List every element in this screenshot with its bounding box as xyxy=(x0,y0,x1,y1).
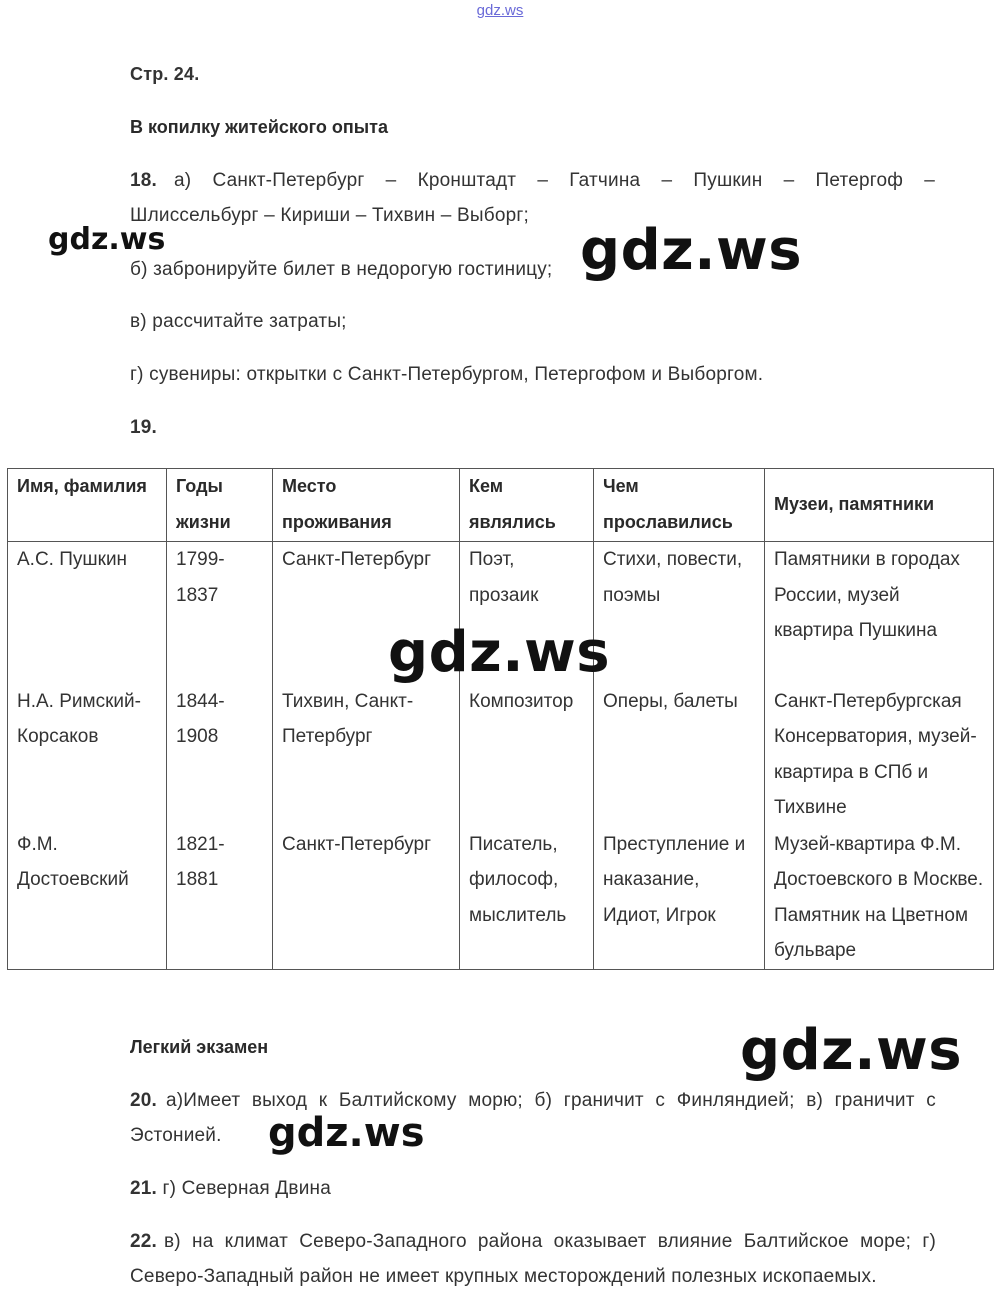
cell-place: Санкт-Петербург xyxy=(273,542,460,684)
cell-museums: Памятники в городах России, музей квартира Пушкина xyxy=(765,542,994,684)
answer-20-number: 20. xyxy=(130,1090,158,1111)
answer-20-line2: Эстонией. xyxy=(130,1125,222,1146)
header-place: Место проживания xyxy=(273,469,460,542)
answer-20-text: а)Имеет выход к Балтийскому морю; б) граничит с Финляндией; в) граничит с xyxy=(166,1090,936,1111)
header-years: Годы жизни xyxy=(167,469,273,542)
watermark: gdz.ws xyxy=(580,218,803,283)
cell-name: Н.А. Римский-Корсаков xyxy=(8,684,167,827)
cell-years: 1799-1837 xyxy=(167,542,273,684)
answer-18-b: б) забронируйте билет в недорогую гостиницу; xyxy=(130,259,553,280)
cell-museums: Музей-квартира Ф.М. Достоевского в Москве. Памятник на Цветном бульваре xyxy=(765,827,994,970)
watermark: gdz.ws xyxy=(740,1018,963,1083)
watermark: gdz.ws xyxy=(388,620,611,685)
top-watermark-link[interactable]: gdz.ws xyxy=(476,2,524,19)
answer-18-line2: Шлиссельбург – Кириши – Тихвин – Выборг; xyxy=(130,205,530,226)
cell-fame: Преступление и наказание, Идиот, Игрок xyxy=(594,827,765,970)
answer-18-d: г) сувениры: открытки с Санкт-Петербургом, Петергофом и Выборгом. xyxy=(130,364,764,385)
cell-name: А.С. Пушкин xyxy=(8,542,167,684)
answer-18-number: 18. xyxy=(130,170,158,191)
answer-18-line1 xyxy=(130,163,935,198)
answer-18-route: а) Санкт-Петербург – Кронштадт – Гатчина – Пушкин – Петергоф – xyxy=(174,170,935,191)
answer-22-number: 22. xyxy=(130,1231,158,1252)
header-fame: Чем прославились xyxy=(594,469,765,542)
cell-fame: Оперы, балеты xyxy=(594,684,765,827)
table-header-row xyxy=(8,469,994,542)
answer-22-line1 xyxy=(130,1224,936,1259)
cell-years: 1821-1881 xyxy=(167,827,273,970)
answer-18-c: в) рассчитайте затраты; xyxy=(130,311,347,332)
cell-museums: Санкт-Петербургская Консерватория, музей-квартира в СПб и Тихвине xyxy=(765,684,994,827)
answer-22-line2: Северо-Западный район не имеет крупных месторождений полезных ископаемых. xyxy=(130,1266,877,1287)
cell-years: 1844-1908 xyxy=(167,684,273,827)
cell-who: Композитор xyxy=(460,684,594,827)
cell-who: Писатель, философ, мыслитель xyxy=(460,827,594,970)
table-row xyxy=(8,684,994,827)
answer-21 xyxy=(130,1171,331,1206)
answer-20-line1 xyxy=(130,1083,936,1118)
cell-name: Ф.М. Достоевский xyxy=(8,827,167,970)
answer-21-text: г) Северная Двина xyxy=(162,1178,331,1199)
cell-who: Поэт, прозаик xyxy=(460,542,594,684)
section-title-life-experience: В копилку житейского опыта xyxy=(130,117,388,137)
cell-place: Санкт-Петербург xyxy=(273,827,460,970)
writers-composers-table xyxy=(7,468,994,970)
answer-19-number: 19. xyxy=(130,417,158,438)
cell-place: Тихвин, Санкт-Петербург xyxy=(273,684,460,827)
watermark: gdz.ws xyxy=(268,1110,425,1156)
watermark: gdz.ws xyxy=(48,222,166,257)
header-museums: Музеи, памятники xyxy=(765,469,994,542)
answer-22-text: в) на климат Северо-Западного района оказывает влияние Балтийское море; г) xyxy=(164,1231,936,1252)
answer-21-number: 21. xyxy=(130,1178,158,1199)
page-reference: Стр. 24. xyxy=(130,64,200,84)
header-who: Кем являлись xyxy=(460,469,594,542)
section-title-easy-exam: Легкий экзамен xyxy=(130,1037,269,1057)
cell-fame: Стихи, повести, поэмы xyxy=(594,542,765,684)
table-row xyxy=(8,827,994,970)
header-name: Имя, фамилия xyxy=(8,469,167,542)
